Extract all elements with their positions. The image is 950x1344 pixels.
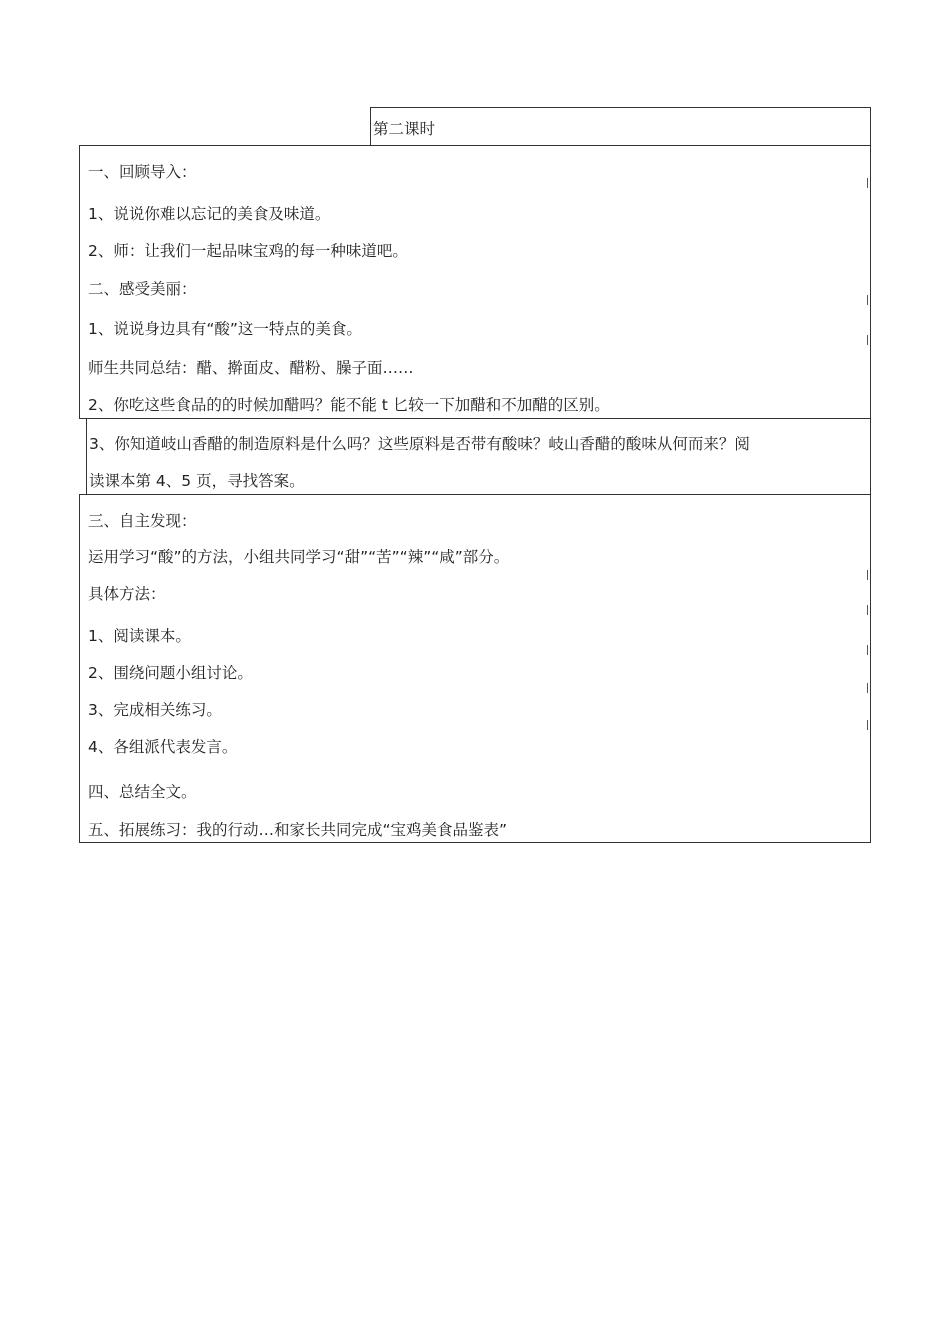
discover-and-summary-section <box>79 494 871 843</box>
section-heading-extension: 五、拓展练习：我的行动…和家长共同完成“宝鸡美食品鉴表” <box>88 821 508 839</box>
section-heading-summary: 四、总结全文。 <box>88 783 197 801</box>
edge-tick-mark <box>867 335 868 345</box>
lesson-header-cell <box>370 107 871 146</box>
lesson-title: 第二课时 <box>373 120 436 138</box>
edge-tick-mark <box>867 605 868 615</box>
review-item-1: 1、说说你难以忘记的美食及味道。 <box>88 205 331 223</box>
edge-tick-mark <box>867 570 868 580</box>
section-heading-discover: 三、自主发现： <box>88 512 197 530</box>
review-item-2: 2、师：让我们一起品味宝鸡的每一种味道吧。 <box>88 242 408 260</box>
section-heading-feel: 二、感受美丽： <box>88 280 197 298</box>
review-and-feel-section <box>79 145 871 419</box>
method-step-3: 3、完成相关练习。 <box>88 701 222 719</box>
edge-tick-mark <box>867 295 868 305</box>
edge-tick-mark <box>867 720 868 730</box>
method-step-4: 4、各组派代表发言。 <box>88 738 238 756</box>
edge-tick-mark <box>867 178 868 188</box>
edge-tick-mark <box>867 645 868 655</box>
vinegar-question-section <box>86 418 871 495</box>
feel-item-1: 1、说说身边具有“酸”这一特点的美食。 <box>88 320 362 338</box>
edge-tick-mark <box>867 683 868 693</box>
method-step-1: 1、阅读课本。 <box>88 627 191 645</box>
method-step-2: 2、围绕问题小组讨论。 <box>88 664 253 682</box>
feel-item-2: 2、你吃这些食品的的时候加醋吗？能不能 t 匕较一下加醋和不加醋的区别。 <box>88 396 610 414</box>
vinegar-question-line-2: 读课本第 4、5 页，寻找答案。 <box>89 472 305 490</box>
method-heading: 具体方法： <box>88 585 166 603</box>
discover-instruction: 运用学习“酸”的方法，小组共同学习“甜”“苦”“辣”“咸”部分。 <box>88 548 510 566</box>
section-heading-review: 一、回顾导入： <box>88 163 197 181</box>
vinegar-question-line-1: 3、你知道岐山香醋的制造原料是什么吗？这些原料是否带有酸味？岐山香醋的酸味从何而来？阅 <box>89 435 750 453</box>
feel-summary: 师生共同总结：醋、擀面皮、醋粉、臊子面…… <box>88 359 414 377</box>
